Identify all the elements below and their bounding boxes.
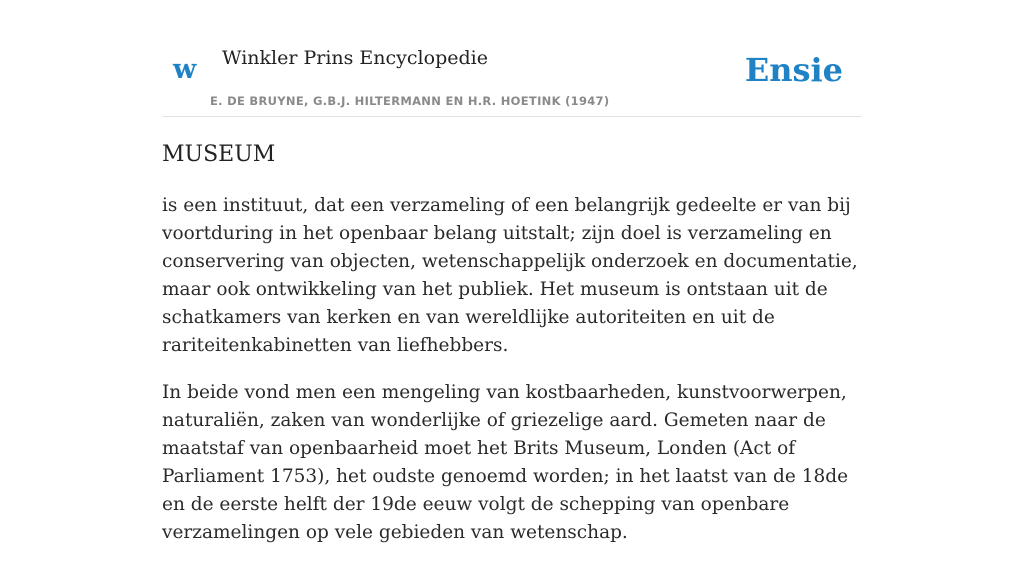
publication-authors: E. DE BRUYNE, G.B.J. HILTERMANN EN H.R. HOETINK (1947) bbox=[210, 94, 610, 108]
article-paragraph: In beide vond men een mengeling van kostbaarheden, kunstvoorwerpen, naturaliën, zaken van wonderlijke of griezelige aard. Gemeten naar de maatstaf van openbaarheid moet het Brits Museum, Londen (Act of Parliament 1753), het oudste genoemd worden; in het laatst van de 18de en de eerste helft der 19de eeuw volgt de schepping van openbare verzamelingen op vele gebieden van wetenschap. bbox=[162, 382, 849, 543]
winkler-prins-logo[interactable]: w bbox=[173, 54, 197, 85]
page bbox=[162, 0, 862, 543]
article-title: MUSEUM bbox=[162, 142, 276, 167]
ensie-logo[interactable]: Ensie bbox=[744, 51, 843, 89]
article-paragraph: is een instituut, dat een verzameling of een belangrijk gedeelte er van bij voortduring in het openbaar belang uitstalt; zijn doel is verzameling en conservering van objecten, wetenschappelijk onderzoek en documentatie, maar ook ontwikkeling van het publiek. Het museum is ontstaan uit de schatkamers van kerken en van wereldlijke autoriteiten en uit de rariteitenkabinetten van liefhebbers. bbox=[162, 195, 858, 356]
page-header bbox=[162, 0, 862, 117]
article-body bbox=[162, 192, 868, 566]
publication-title[interactable]: Winkler Prins Encyclopedie bbox=[222, 47, 488, 69]
